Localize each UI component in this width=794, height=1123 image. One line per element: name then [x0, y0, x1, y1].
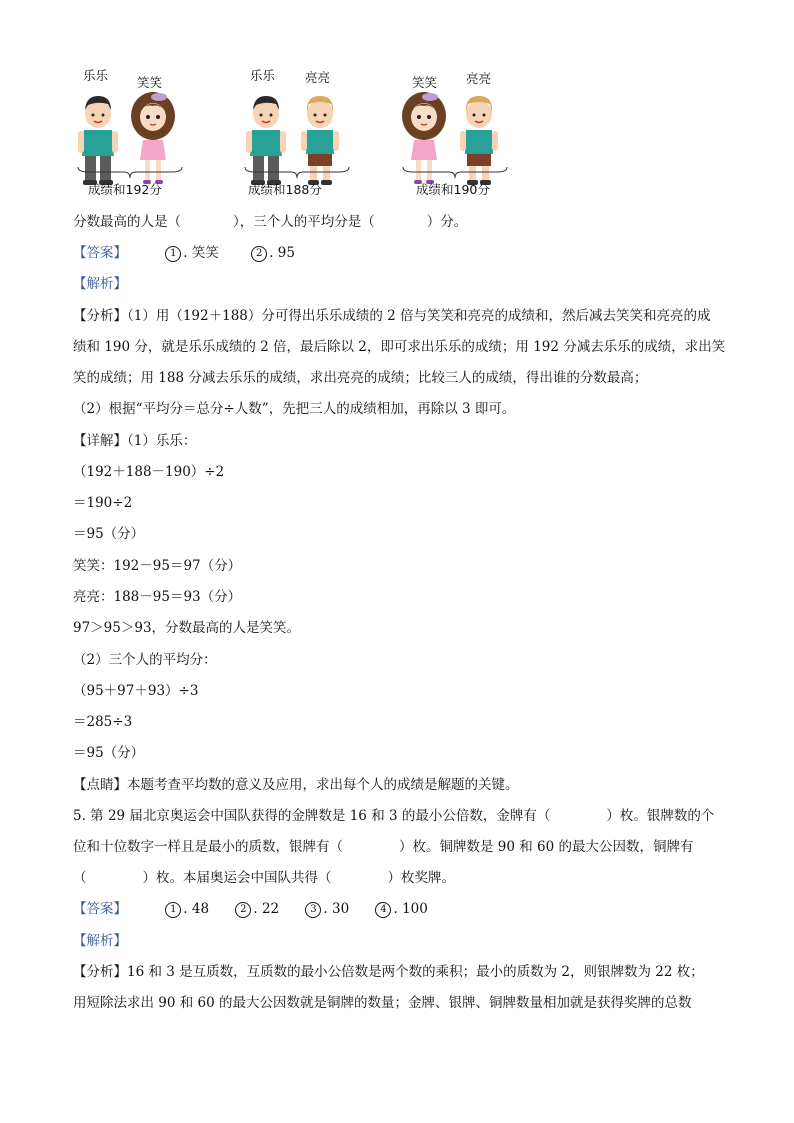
q4-analysis-tag: 【解析】 [73, 276, 127, 292]
q4-fenxi-line-1: 【分析】（1）用（192＋188）分可得出乐乐成绩的 2 倍与笑笑和亮亮的成绩和，然后减去笑笑和亮亮的成 [73, 308, 711, 324]
group2-left-name: 乐乐 [250, 68, 276, 83]
q5-fenxi-line-2: 用短除法求出 90 和 60 的最大公因数就是铜牌的数量；金牌、银牌、铜牌数量相加就是获得奖牌的总数 [73, 995, 692, 1011]
group1-caption: 成绩和192分 [88, 182, 162, 197]
q4-xiangjie-line-2: （192＋188－190）÷2 [73, 464, 225, 480]
q5-answer-4: 4 . 100 [375, 901, 427, 917]
q4-answer-line [73, 244, 295, 262]
q4-question: 分数最高的人是（ ），三个人的平均分是（ ）分。 [73, 214, 468, 230]
brace-2 [243, 166, 351, 180]
q4-dianjing: 【点睛】本题考查平均数的意义及应用，求出每个人的成绩是解题的关键。 [73, 777, 519, 793]
q4-xiangjie-line-1: 【详解】（1）乐乐： [73, 433, 197, 449]
brace-1 [76, 166, 184, 180]
q4-fenxi-line-2: 绩和 190 分，就是乐乐成绩的 2 倍，最后除以 2，即可求出乐乐的成绩；用 192 分减去乐乐的成绩，求出笑 [73, 339, 726, 355]
q5-line-2: 位和十位数字一样且是最小的质数，银牌有（ ）枚。铜牌数是 90 和 60 的最大公因数，铜牌有 [73, 839, 694, 855]
q4-fenxi-line-3: 笑的成绩；用 188 分减去乐乐的成绩，求出亮亮的成绩；比较三人的成绩，得出谁的分数最高； [73, 370, 648, 386]
q4-xiangjie-line-10: ＝285÷3 [73, 714, 133, 730]
brace-3 [401, 166, 509, 180]
q5-answer-line [73, 900, 428, 918]
q5-analysis-tag: 【解析】 [73, 933, 127, 949]
q5-answer-1: 1 . 48 [165, 901, 209, 917]
group1-left-name: 乐乐 [83, 68, 109, 83]
q5-line-1: 5. 第 29 届北京奥运会中国队获得的金牌数是 16 和 3 的最小公倍数，金牌有（ ）枚。银牌数的个 [73, 808, 715, 824]
q4-xiangjie-line-11: ＝95（分） [73, 745, 145, 761]
group3-caption: 成绩和190分 [416, 182, 490, 197]
q4-answer-2: 2 . 95 [251, 245, 295, 261]
q4-fenxi-line-4: （2）根据“平均分＝总分÷人数”，先把三人的成绩相加，再除以 3 即可。 [73, 401, 516, 417]
group3-left-name: 笑笑 [412, 75, 438, 90]
q4-answer-1: 1 . 笑笑 [165, 245, 219, 261]
q5-line-3: （ ）枚。本届奥运会中国队共得（ ）枚奖牌。 [73, 870, 455, 886]
q5-answer-2: 2 . 22 [235, 901, 279, 917]
group1-right-name: 笑笑 [137, 75, 163, 90]
group2-right-name: 亮亮 [305, 70, 331, 85]
q4-xiangjie-line-5: 笑笑：192－95＝97（分） [73, 558, 242, 574]
q4-xiangjie-line-4: ＝95（分） [73, 526, 145, 542]
group2-caption: 成绩和188分 [248, 182, 322, 197]
answer-tag: 【答案】 [73, 901, 127, 917]
q5-fenxi-line-1: 【分析】16 和 3 是互质数，互质数的最小公倍数是两个数的乘积；最小的质数为 2，则银牌数为 22 枚； [73, 964, 704, 980]
q4-xiangjie-line-3: ＝190÷2 [73, 495, 133, 511]
q4-xiangjie-line-8: （2）三个人的平均分： [73, 652, 217, 668]
answer-tag: 【答案】 [73, 245, 127, 261]
q4-xiangjie-line-6: 亮亮：188－95＝93（分） [73, 589, 242, 605]
q4-xiangjie-line-9: （95＋97＋93）÷3 [73, 683, 199, 699]
q5-answer-3: 3 . 30 [305, 901, 349, 917]
q4-xiangjie-line-7: 97＞95＞93，分数最高的人是笑笑。 [73, 620, 301, 636]
group3-right-name: 亮亮 [466, 71, 492, 86]
